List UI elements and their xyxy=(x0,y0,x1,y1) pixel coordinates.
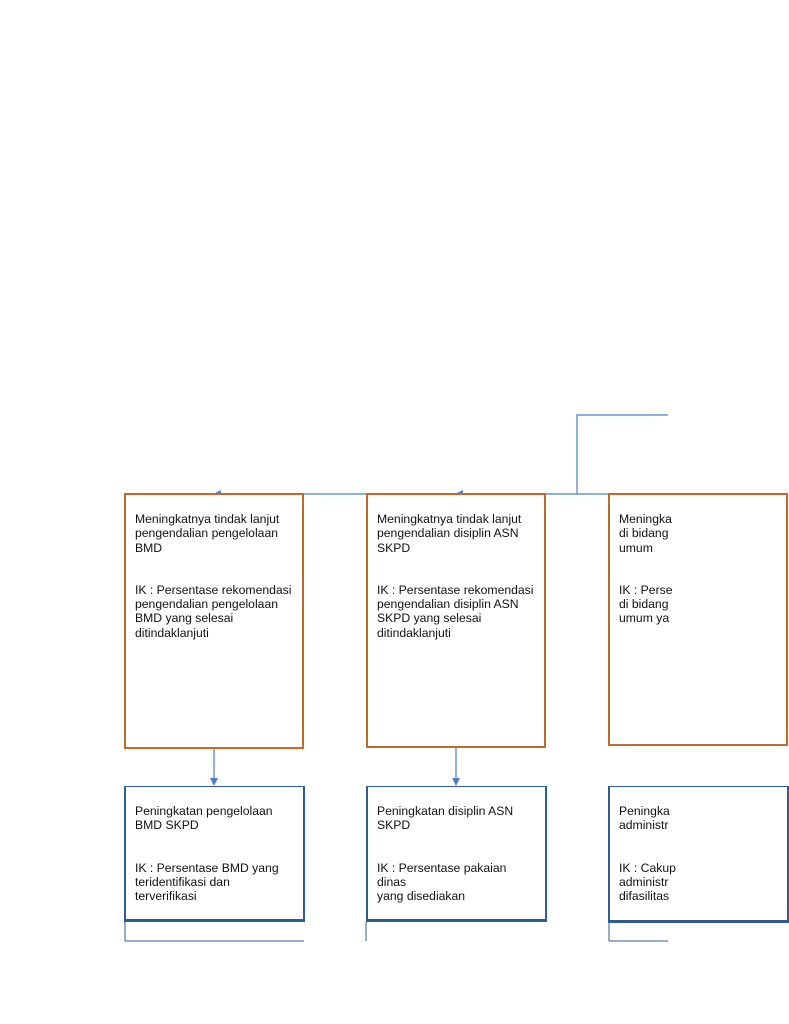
output-indicator-1: IK : Persentase BMD yang teridentifikasi dan terverifikasi xyxy=(135,860,279,904)
outcome-box-2 xyxy=(366,493,546,748)
output-title-1: Peningkatan pengelolaan BMD SKPD xyxy=(135,804,273,833)
outcome-title-1: Meningkatnya tindak lanjut pengendalian pengelolaan BMD xyxy=(135,512,280,555)
outcome-title-3: Meningka di bidang umum xyxy=(619,512,672,555)
outcome-box-1 xyxy=(124,493,304,749)
output-box-3 xyxy=(608,786,789,923)
outcome-title-2: Meningkatnya tindak lanjut pengendalian disiplin ASN SKPD xyxy=(377,512,522,555)
footer-stub-3 xyxy=(609,922,668,941)
output-title-3: Peningka administr xyxy=(619,804,670,833)
outcome-indicator-3: IK : Perse di bidang umum ya xyxy=(619,583,673,626)
output-indicator-3: IK : Cakup administr difasilitas xyxy=(619,860,676,904)
output-indicator-2: IK : Persentase pakaian dinas yang disediakan xyxy=(377,860,507,904)
output-box-1 xyxy=(124,786,305,922)
output-title-2: Peningkatan disiplin ASN SKPD xyxy=(377,804,514,833)
outcome-indicator-2: IK : Persentase rekomendasi pengendalian disiplin ASN SKPD yang selesai ditindaklanjuti xyxy=(377,583,534,640)
outcome-indicator-1: IK : Persentase rekomendasi pengendalian pengelolaan BMD yang selesai ditindaklanjuti xyxy=(135,583,292,640)
footer-stub-1 xyxy=(125,922,304,941)
outcome-box-3 xyxy=(608,493,788,746)
output-box-2 xyxy=(366,786,547,922)
parent-connector xyxy=(577,415,668,494)
